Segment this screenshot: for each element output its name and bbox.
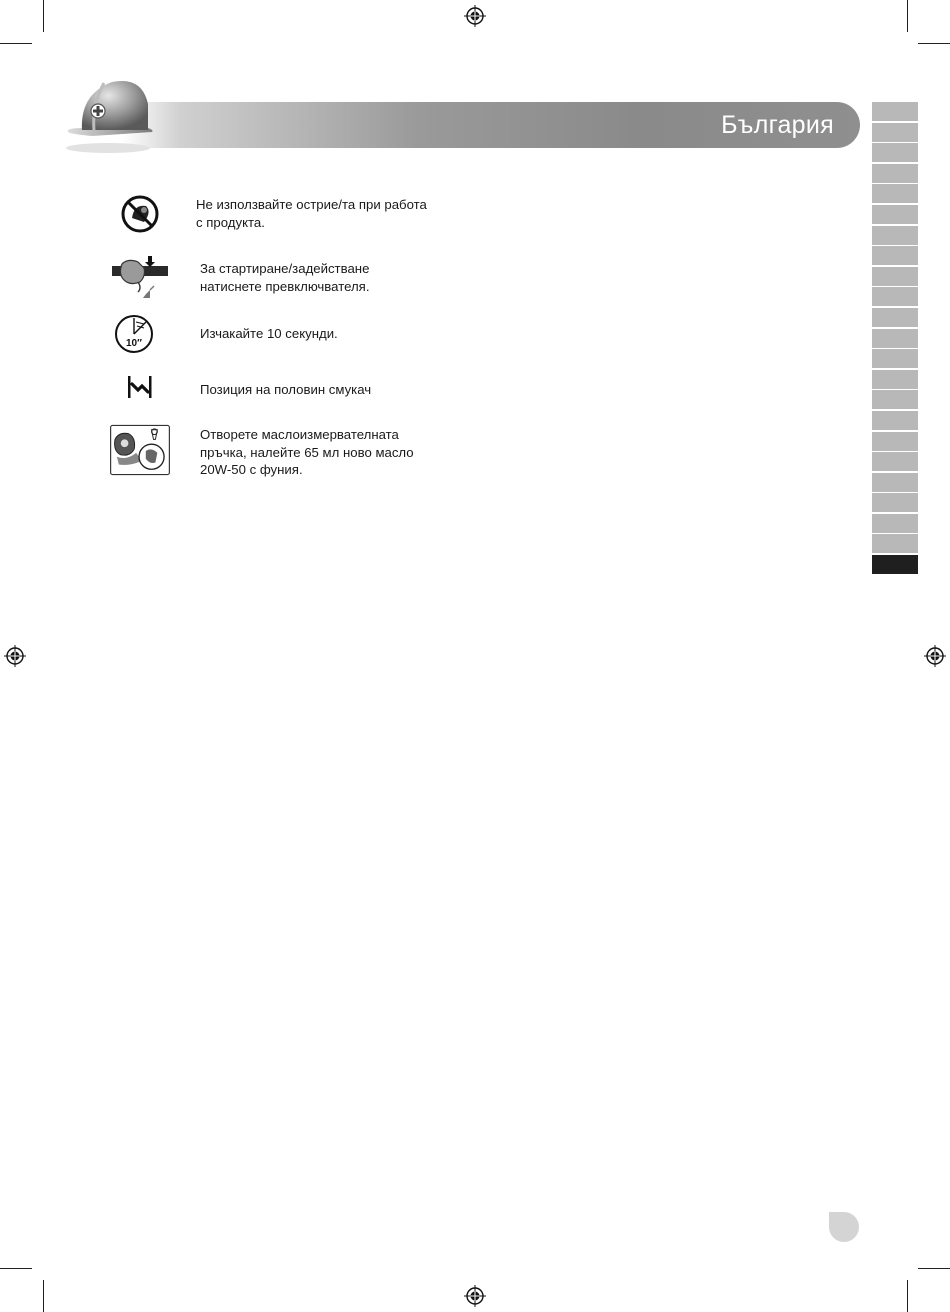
language-tab [872,349,918,368]
crop-mark [907,0,908,32]
page-title: България [721,111,834,139]
language-tab [872,184,918,203]
section-header [62,74,862,154]
language-tab [872,308,918,327]
crop-mark [918,43,950,44]
registration-mark-icon [4,645,26,667]
instruction-text: За стартиране/задействане натиснете превключвателя. [200,261,370,294]
registration-mark-icon [464,5,486,27]
language-tab [872,370,918,389]
header-bar [122,102,860,148]
crop-mark [907,1280,908,1312]
language-tab [872,123,918,142]
language-tab [872,226,918,245]
language-tab [872,267,918,286]
language-tab [872,246,918,265]
language-tab [872,452,918,471]
language-tab [872,493,918,512]
language-tab [872,143,918,162]
instruction-text: Отворете маслоизмервателната пръчка, налейте 65 мл ново масло 20W-50 с фуния. [200,427,414,477]
language-tab [872,473,918,492]
language-tab [872,102,918,121]
press-switch-icon [108,254,172,306]
language-tab [872,205,918,224]
language-tab [872,390,918,409]
language-tab [872,164,918,183]
language-tab [872,534,918,553]
language-tab [872,329,918,348]
wait-10-seconds-icon [108,308,172,360]
crop-mark [0,43,32,44]
instruction-text: Не използвайте острие/та при работа с продукта. [196,197,427,230]
crop-mark [0,1268,32,1269]
language-tab [872,514,918,533]
registration-mark-icon [464,1285,486,1307]
crop-mark [918,1268,950,1269]
crop-mark [43,1280,44,1312]
language-tab [872,287,918,306]
language-tab-active [872,555,918,574]
instruction-text: Изчакайте 10 секунди. [200,326,338,341]
registration-mark-icon [924,645,946,667]
language-tab [872,432,918,451]
oil-dipstick-icon [108,424,172,476]
half-choke-icon [108,364,172,416]
language-tab [872,411,918,430]
crop-mark [43,0,44,32]
wait-icon-label: 10″ [126,338,142,349]
hard-hat-icon [62,74,158,154]
instruction-text: Позиция на половин смукач [200,382,372,397]
language-tabs [872,102,918,576]
no-blade-icon [108,192,172,244]
page-number-tab [829,1212,859,1242]
